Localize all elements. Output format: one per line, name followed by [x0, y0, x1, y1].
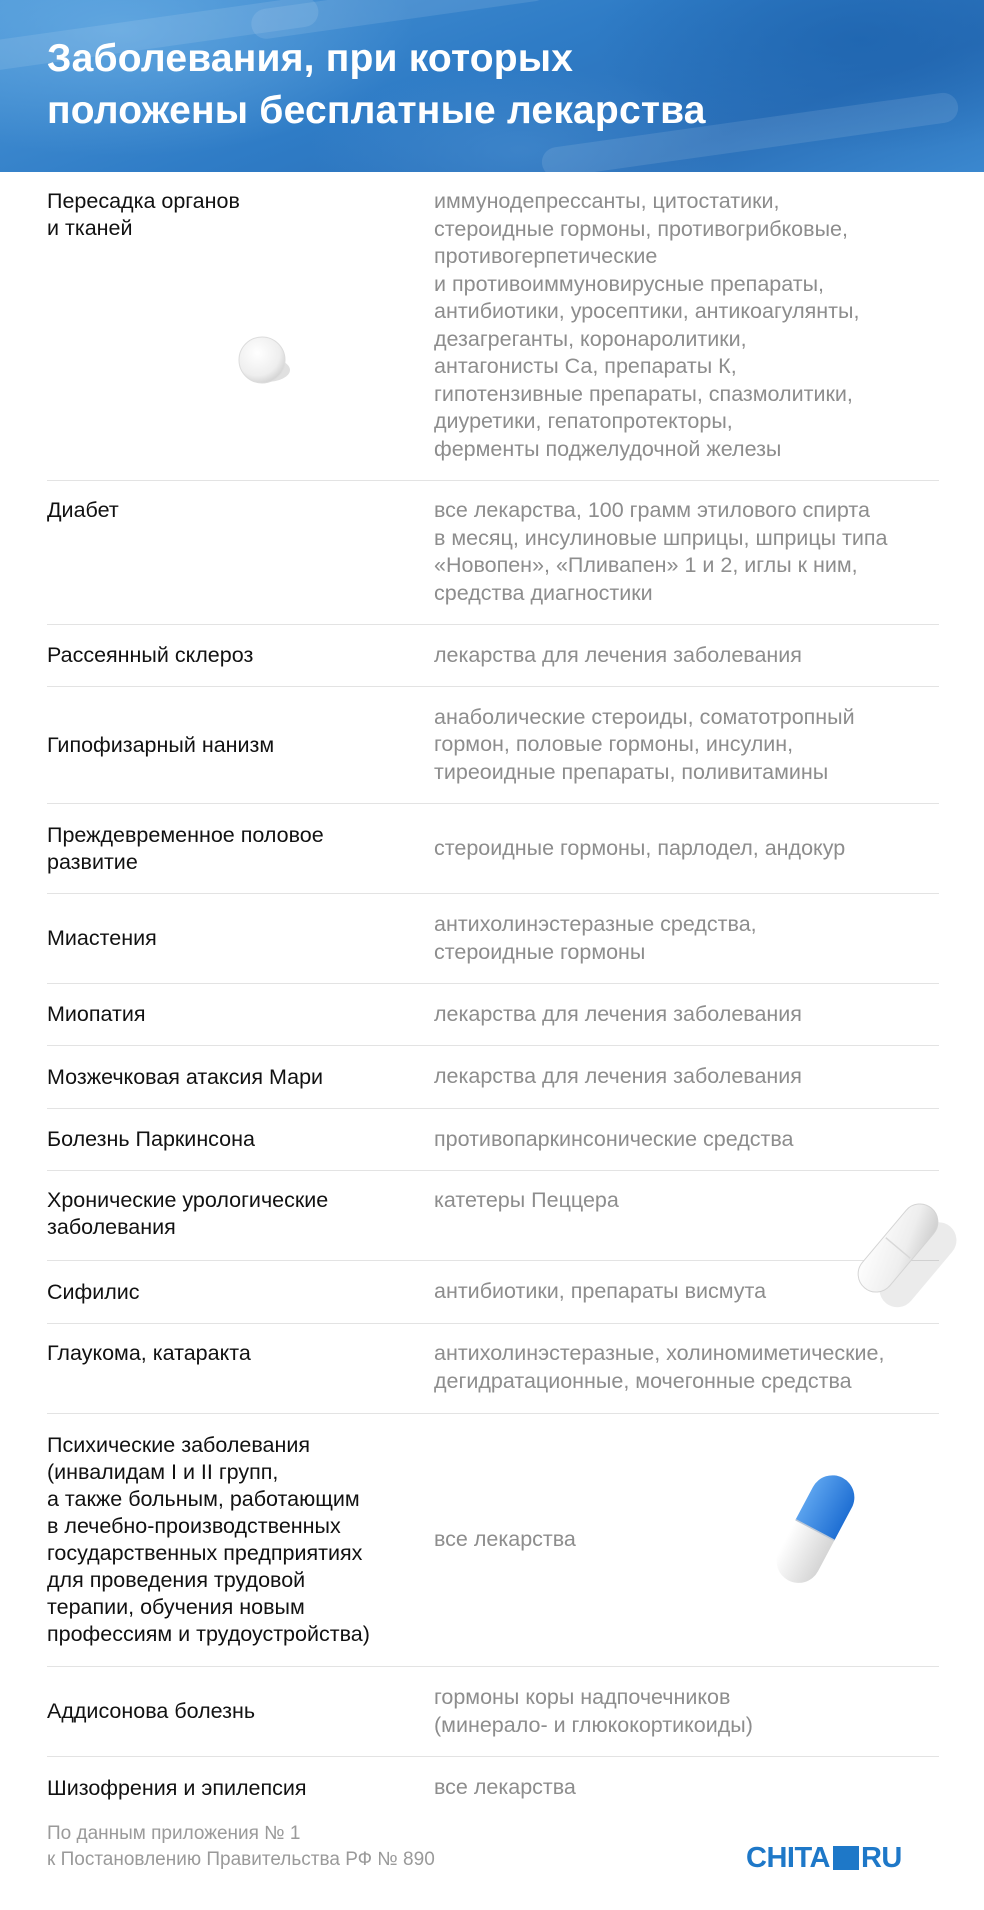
- medications: лекарства для лечения заболевания: [434, 1064, 802, 1089]
- title-line-1: Заболевания, при которых: [47, 37, 574, 80]
- chita-ru-logo[interactable]: [746, 1841, 902, 1874]
- title-line-2: положены бесплатные лекарства: [47, 89, 706, 132]
- medications: антихолинэстеразные, холиномиметические, дегидратационные, мочегонные средства: [434, 1341, 885, 1393]
- table-row: [47, 1046, 939, 1109]
- page-title: [47, 33, 706, 137]
- medications: антихолинэстеразные средства, стероидные гормоны: [434, 912, 757, 964]
- disease-name: Рассеянный склероз: [47, 643, 254, 667]
- disease-name: Шизофрения и эпилепсия: [47, 1775, 307, 1800]
- source-note: По данным приложения № 1 к Постановлению Правительства РФ № 890: [47, 1823, 435, 1870]
- table-row: [47, 1757, 939, 1819]
- disease-name: Глаукома, катаракта: [47, 1341, 251, 1365]
- table-row: [47, 984, 939, 1046]
- table-row: [47, 1667, 939, 1757]
- medications: анаболические стероиды, соматотропный гормон, половые гормоны, инсулин, тиреоидные препараты, поливитамины: [434, 704, 855, 784]
- disease-name: Гипофизарный нанизм: [47, 732, 275, 757]
- table-row: [47, 687, 939, 804]
- table-row: [47, 481, 939, 625]
- disease-name: Сифилис: [47, 1279, 140, 1304]
- medications: все лекарства: [434, 1775, 576, 1800]
- header-banner: [0, 0, 984, 172]
- table-row: [47, 1414, 939, 1667]
- disease-table: [47, 172, 939, 1819]
- medications: гормоны коры надпочечников (минерало- и глюкокортикоиды): [434, 1685, 753, 1737]
- medications: катетеры Пеццера: [434, 1188, 619, 1212]
- table-row: [47, 1324, 939, 1414]
- table-row: [47, 804, 939, 894]
- table-row: [47, 625, 939, 687]
- disease-name: Хронические урологические заболевания: [47, 1188, 329, 1239]
- disease-name: Миопатия: [47, 1002, 146, 1026]
- medications: стероидные гормоны, парлодел, андокур: [434, 835, 846, 860]
- disease-name: Пересадка органов и тканей: [47, 189, 240, 240]
- disease-name: Миастения: [47, 926, 157, 950]
- table-row: [47, 894, 939, 984]
- disease-name: Психические заболевания (инвалидам I и II групп, а также больным, работающим в лечебно-производственных государственных предприятиях для проведения трудовой терапии, обучения новым профессиям и трудоустройства): [47, 1433, 370, 1646]
- table-row: [47, 1109, 939, 1171]
- logo-square: [833, 1846, 859, 1870]
- disease-name: Диабет: [47, 498, 119, 522]
- medications: лекарства для лечения заболевания: [434, 642, 802, 667]
- medications: иммунодепрессанты, цитостатики, стероидные гормоны, противогрибковые, противогерпетические и противоиммуновирусные препараты, антибиотики, уросептики, антикоагулянты, дезагреганты, коронаролитики, антагонисты Са, препараты К, гипотензивные препараты, спазмолитики, диуретики, гепатопротекторы, ферменты поджелудочной железы: [434, 189, 860, 461]
- disease-name: Болезнь Паркинсона: [47, 1127, 255, 1151]
- medications: противопаркинсонические средства: [434, 1126, 794, 1151]
- medications: антибиотики, препараты висмута: [434, 1279, 767, 1304]
- table-row: [47, 1171, 939, 1261]
- disease-name: Аддисонова болезнь: [47, 1699, 256, 1723]
- logo-text-left: CHITA: [746, 1841, 830, 1874]
- table-row: [47, 1261, 939, 1324]
- disease-name: Мозжечковая атаксия Мари: [47, 1064, 324, 1089]
- table-row: [47, 172, 939, 481]
- logo-text-right: RU: [860, 1841, 902, 1874]
- medications: лекарства для лечения заболевания: [434, 1001, 802, 1026]
- medications: все лекарства, 100 грамм этилового спирта в месяц, инсулиновые шприцы, шприцы типа «Новопен», «Пливапен» 1 и 2, иглы к ним, средства диагностики: [434, 498, 888, 605]
- medications: все лекарства: [434, 1527, 576, 1552]
- disease-name: Преждевременное половое развитие: [47, 822, 324, 874]
